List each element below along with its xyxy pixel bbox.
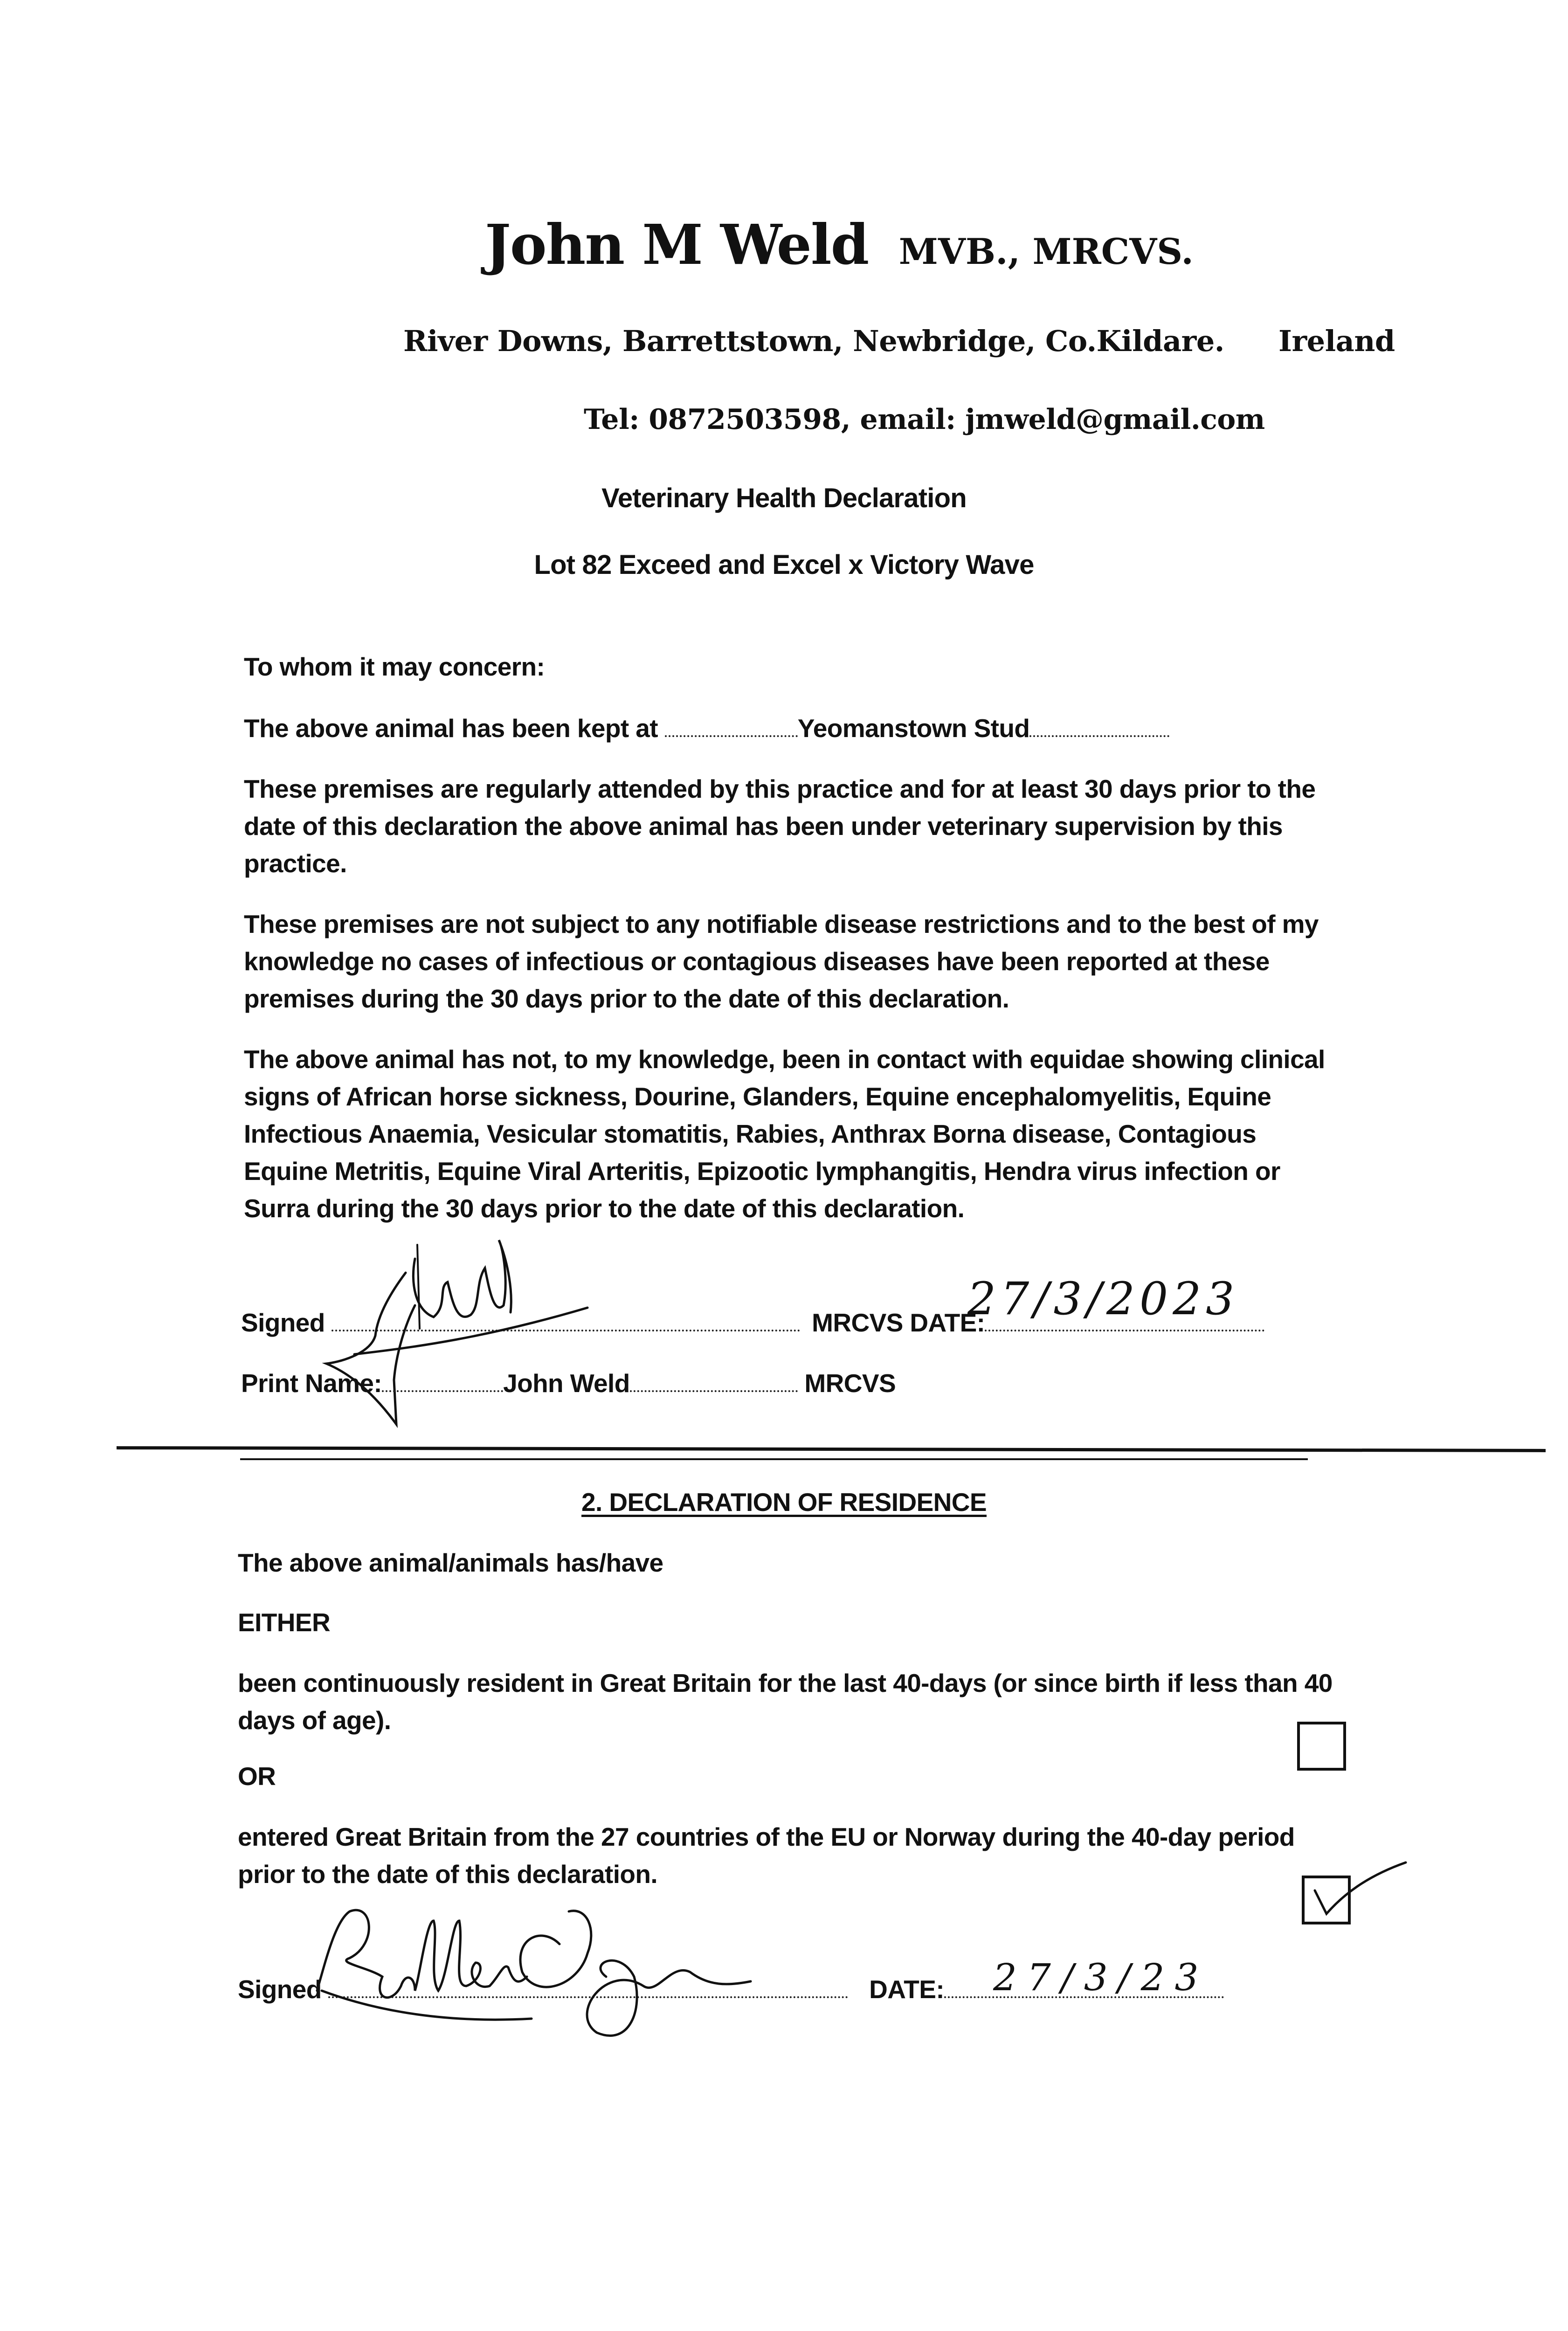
dotted-fill bbox=[382, 1372, 503, 1392]
kept-at-label: The above animal has been kept at bbox=[244, 714, 658, 743]
section-divider bbox=[117, 1446, 1546, 1452]
salutation: To whom it may concern: bbox=[244, 652, 545, 681]
letterhead-title bbox=[485, 212, 1194, 277]
letterhead-contact: Tel: 0872503598, email: jmweld@gmail.com bbox=[584, 403, 1265, 436]
signature-stroke bbox=[413, 1240, 511, 1317]
lot-title: Lot 82 Exceed and Excel x Victory Wave bbox=[534, 550, 1034, 580]
either-label: EITHER bbox=[238, 1608, 331, 1637]
section-divider-thin bbox=[240, 1458, 1308, 1460]
kept-at-value: Yeomanstown Stud bbox=[797, 714, 1030, 743]
owner-signature bbox=[308, 1893, 844, 2061]
dotted-fill bbox=[1029, 717, 1169, 737]
signed-label: Signed bbox=[238, 1975, 322, 2004]
vet-name: John M Weld bbox=[485, 212, 869, 277]
kept-at-line bbox=[244, 713, 1169, 743]
signature-stroke bbox=[317, 1910, 527, 1998]
signed-label: Signed bbox=[241, 1308, 325, 1337]
checkmark-stroke bbox=[1315, 1862, 1406, 1914]
print-name-suffix: MRCVS bbox=[804, 1369, 896, 1398]
paragraph-restrictions: These premises are not subject to any notifiable disease restrictions and to the best of my knowledge no cases of infectious or contagious diseases have been reported at these premises during the 30 days prior to the date of this declaration. bbox=[244, 910, 1319, 1013]
dotted-fill bbox=[630, 1372, 798, 1392]
vet-signature bbox=[298, 1212, 597, 1436]
option1-text: been continuously resident in Great Britain for the last 40-days (or since birth if less than 40 days of age). bbox=[238, 1669, 1333, 1735]
or-label: OR bbox=[238, 1762, 276, 1791]
owner-signature-date: 27/3/23 bbox=[993, 1956, 1209, 1999]
residence-intro: The above animal/animals has/have bbox=[238, 1548, 663, 1577]
section1-title: Veterinary Health Declaration bbox=[601, 483, 967, 513]
vet-qualifications: MVB., MRCVS. bbox=[898, 231, 1194, 272]
checkmark-icon bbox=[1306, 1858, 1413, 1923]
address-country: Ireland bbox=[1278, 324, 1395, 358]
signature-stroke bbox=[520, 1911, 751, 2036]
date-label: DATE: bbox=[869, 1975, 945, 2004]
letterhead-address bbox=[403, 324, 1395, 358]
paragraph-contact: The above animal has not, to my knowledge, been in contact with equidae showing clinical signs of African horse sickness, Dourine, Glanders, Equine encephalomyelitis, Equine Infectious Anaemia, Vesicular stomatitis, Rabies, Anthrax Borna disease, Contagious Equine Metritis, Equine Viral Arteritis, Epizootic lymphangitis, Hendra virus infection or Surra during the 30 days prior to the date of this declaration. bbox=[244, 1045, 1325, 1223]
dotted-fill bbox=[665, 717, 798, 737]
section2-title: 2. DECLARATION OF RESIDENCE bbox=[581, 1488, 987, 1517]
signature-stroke bbox=[322, 1991, 532, 2020]
paragraph-supervision: These premises are regularly attended by this practice and for at least 30 days prior to the date of this declaration the above animal has been under veterinary supervision by this practice. bbox=[244, 774, 1316, 878]
print-name-line bbox=[241, 1368, 896, 1398]
option1-checkbox[interactable] bbox=[1297, 1722, 1346, 1771]
print-name-label: Print Name: bbox=[241, 1369, 382, 1398]
address-text: River Downs, Barrettstown, Newbridge, Co.Kildare. bbox=[403, 324, 1224, 358]
option2-text: entered Great Britain from the 27 countries of the EU or Norway during the 40-day period prior to the date of this declaration. bbox=[238, 1822, 1295, 1889]
vet-signature-date: 27/3/2023 bbox=[967, 1273, 1239, 1325]
signature-stroke bbox=[417, 1245, 420, 1329]
mrcvs-date-label: MRCVS DATE: bbox=[812, 1308, 985, 1337]
print-name-value: John Weld bbox=[503, 1369, 630, 1398]
